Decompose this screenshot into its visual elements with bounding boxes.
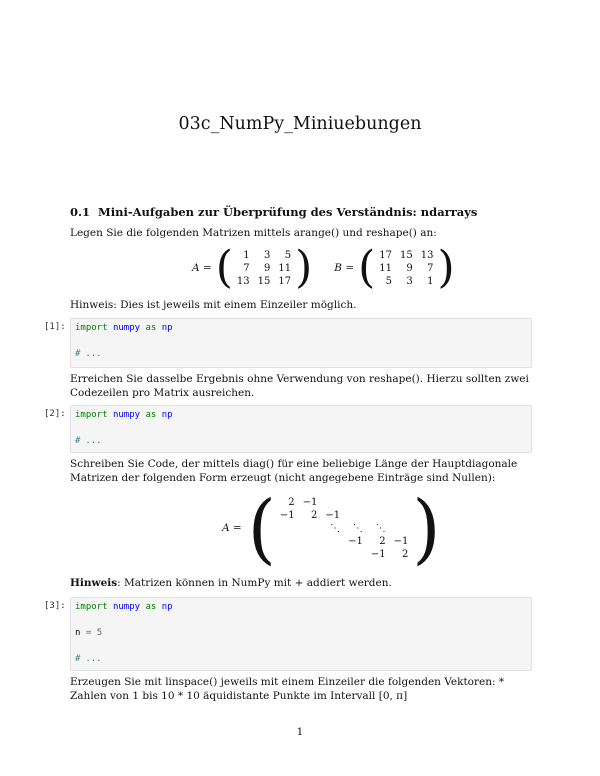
matrix-cell xyxy=(344,509,367,522)
matrix-a-label: A = xyxy=(192,262,212,274)
hint-text: : Matrizen können in NumPy mit + addiert werden. xyxy=(117,577,392,589)
matrix-cell: 13 xyxy=(236,275,250,287)
matrix-cell xyxy=(321,496,344,509)
matrix-cell xyxy=(321,548,344,561)
tridiagonal-matrix-equation xyxy=(222,483,441,573)
paragraph-hint-1: Hinweis: Dies ist jeweils mit einem Einzeiler möglich. xyxy=(70,299,357,311)
cell-prompt: [3]: xyxy=(44,601,66,611)
matrix-cell: 3 xyxy=(263,249,271,261)
matrix-cell xyxy=(367,496,390,509)
matrix-cell: 17 xyxy=(379,249,393,261)
code-comment: # ... xyxy=(75,436,103,446)
module-alias: np xyxy=(161,602,173,612)
paragraph-instructions-4: Erzeugen Sie mit linspace() jeweils mit einem Einzeiler die folgenden Vektoren: * Zahlen von 1 bis 10 * 10 äquidistante Punkte im Intervall [0, π] xyxy=(70,676,505,702)
left-paren: ( xyxy=(358,242,376,293)
matrix-cell: 9 xyxy=(263,262,271,274)
keyword-as: as xyxy=(145,410,157,420)
tridiagonal-matrix xyxy=(276,496,413,561)
section-number: 0.1 xyxy=(70,205,91,219)
matrix-cell: 2 xyxy=(401,548,409,560)
matrix-cell: 2 xyxy=(379,535,386,547)
matrix-cell xyxy=(299,535,322,548)
matrix-cell: 1 xyxy=(427,275,434,287)
matrix-cell: ⋱ xyxy=(352,522,363,534)
module-name: numpy xyxy=(112,410,141,420)
matrix-cell: 17 xyxy=(278,275,292,287)
right-paren: ) xyxy=(295,242,313,293)
section-heading xyxy=(70,205,477,219)
matrix-cell: −1 xyxy=(393,535,409,547)
matrix-cell: ⋱ xyxy=(330,522,341,534)
matrix-cell: 15 xyxy=(400,249,413,261)
matrix-cell: −1 xyxy=(279,509,295,521)
matrix-cell: 5 xyxy=(385,275,393,287)
number-literal: 5 xyxy=(96,628,103,638)
matrix-b xyxy=(375,249,437,288)
matrix-cell: 13 xyxy=(420,249,434,261)
document-title: 03c_NumPy_Miniuebungen xyxy=(178,114,422,134)
matrix-cell: 5 xyxy=(284,249,292,261)
code-line-assignment xyxy=(75,628,102,638)
keyword-import: import xyxy=(75,410,108,420)
matrix-cell: −1 xyxy=(348,535,363,547)
module-name: numpy xyxy=(112,602,141,612)
matrix-cell xyxy=(321,535,344,548)
matrix-cell xyxy=(276,522,299,535)
matrix-cell: 3 xyxy=(406,275,413,287)
code-cell-3[interactable] xyxy=(70,597,532,671)
matrix-cell: 2 xyxy=(310,509,318,521)
left-paren: ( xyxy=(247,483,276,573)
code-line-import xyxy=(75,323,173,333)
matrix-cell: 11 xyxy=(278,262,292,274)
matrix-cell: −1 xyxy=(302,496,318,508)
matrix-cell xyxy=(390,496,413,509)
section-title: Mini-Aufgaben zur Überprüfung des Verständnis: ndarrays xyxy=(98,205,478,219)
matrix-cell xyxy=(276,535,299,548)
code-cell-1[interactable] xyxy=(70,318,532,368)
matrix-cell: 7 xyxy=(243,262,250,274)
keyword-as: as xyxy=(145,602,157,612)
code-line-import xyxy=(75,602,173,612)
matrix-a-equation xyxy=(192,242,455,293)
variable-n: n xyxy=(75,628,81,638)
matrix-cell: 2 xyxy=(288,496,295,508)
matrix-cell xyxy=(390,522,413,535)
right-paren: ) xyxy=(437,242,455,293)
tri-matrix-label: A = xyxy=(222,522,242,534)
matrix-cell xyxy=(299,548,322,561)
paragraph-instructions-1: Legen Sie die folgenden Matrizen mittels arange() und reshape() an: xyxy=(70,227,437,239)
left-paren: ( xyxy=(215,242,233,293)
matrix-cell xyxy=(344,496,367,509)
code-comment: # ... xyxy=(75,654,103,664)
assign-operator: = xyxy=(85,628,92,638)
module-alias: np xyxy=(161,410,173,420)
cell-prompt: [2]: xyxy=(44,409,66,419)
matrix-cell: −1 xyxy=(325,509,341,521)
paragraph-hint-2 xyxy=(70,576,532,590)
keyword-import: import xyxy=(75,323,108,333)
matrix-cell: 7 xyxy=(427,262,434,274)
matrix-a xyxy=(233,249,295,288)
matrix-cell xyxy=(344,548,367,561)
hint-bold-label: Hinweis xyxy=(70,577,118,589)
matrix-cell: 1 xyxy=(243,249,250,261)
paragraph-instructions-3: Schreiben Sie Code, der mittels diag() für eine beliebige Länge der Hauptdiagonale Matrizen der folgenden Form erzeugt (nicht angegebene Einträge sind Nullen): xyxy=(70,458,518,484)
matrix-cell xyxy=(299,522,322,535)
cell-prompt: [1]: xyxy=(44,322,66,332)
page-number: 1 xyxy=(296,726,304,738)
paragraph-instructions-2: Erreichen Sie dasselbe Ergebnis ohne Verwendung von reshape(). Hierzu sollten zwei Codezeilen pro Matrix ausreichen. xyxy=(70,373,529,399)
matrix-cell: −1 xyxy=(370,548,386,560)
matrix-cell: 11 xyxy=(379,262,393,274)
code-line-import xyxy=(75,410,173,420)
matrix-cell: 15 xyxy=(257,275,271,287)
keyword-import: import xyxy=(75,602,108,612)
matrix-cell xyxy=(390,509,413,522)
matrix-cell xyxy=(276,548,299,561)
matrix-cell xyxy=(367,509,390,522)
module-name: numpy xyxy=(112,323,141,333)
matrix-cell: ⋱ xyxy=(375,522,386,534)
matrix-cell: 9 xyxy=(406,262,413,274)
code-cell-2[interactable] xyxy=(70,405,532,453)
right-paren: ) xyxy=(412,483,441,573)
module-alias: np xyxy=(161,323,173,333)
code-comment: # ... xyxy=(75,349,103,359)
matrix-b-label: B = xyxy=(334,262,355,274)
keyword-as: as xyxy=(145,323,157,333)
